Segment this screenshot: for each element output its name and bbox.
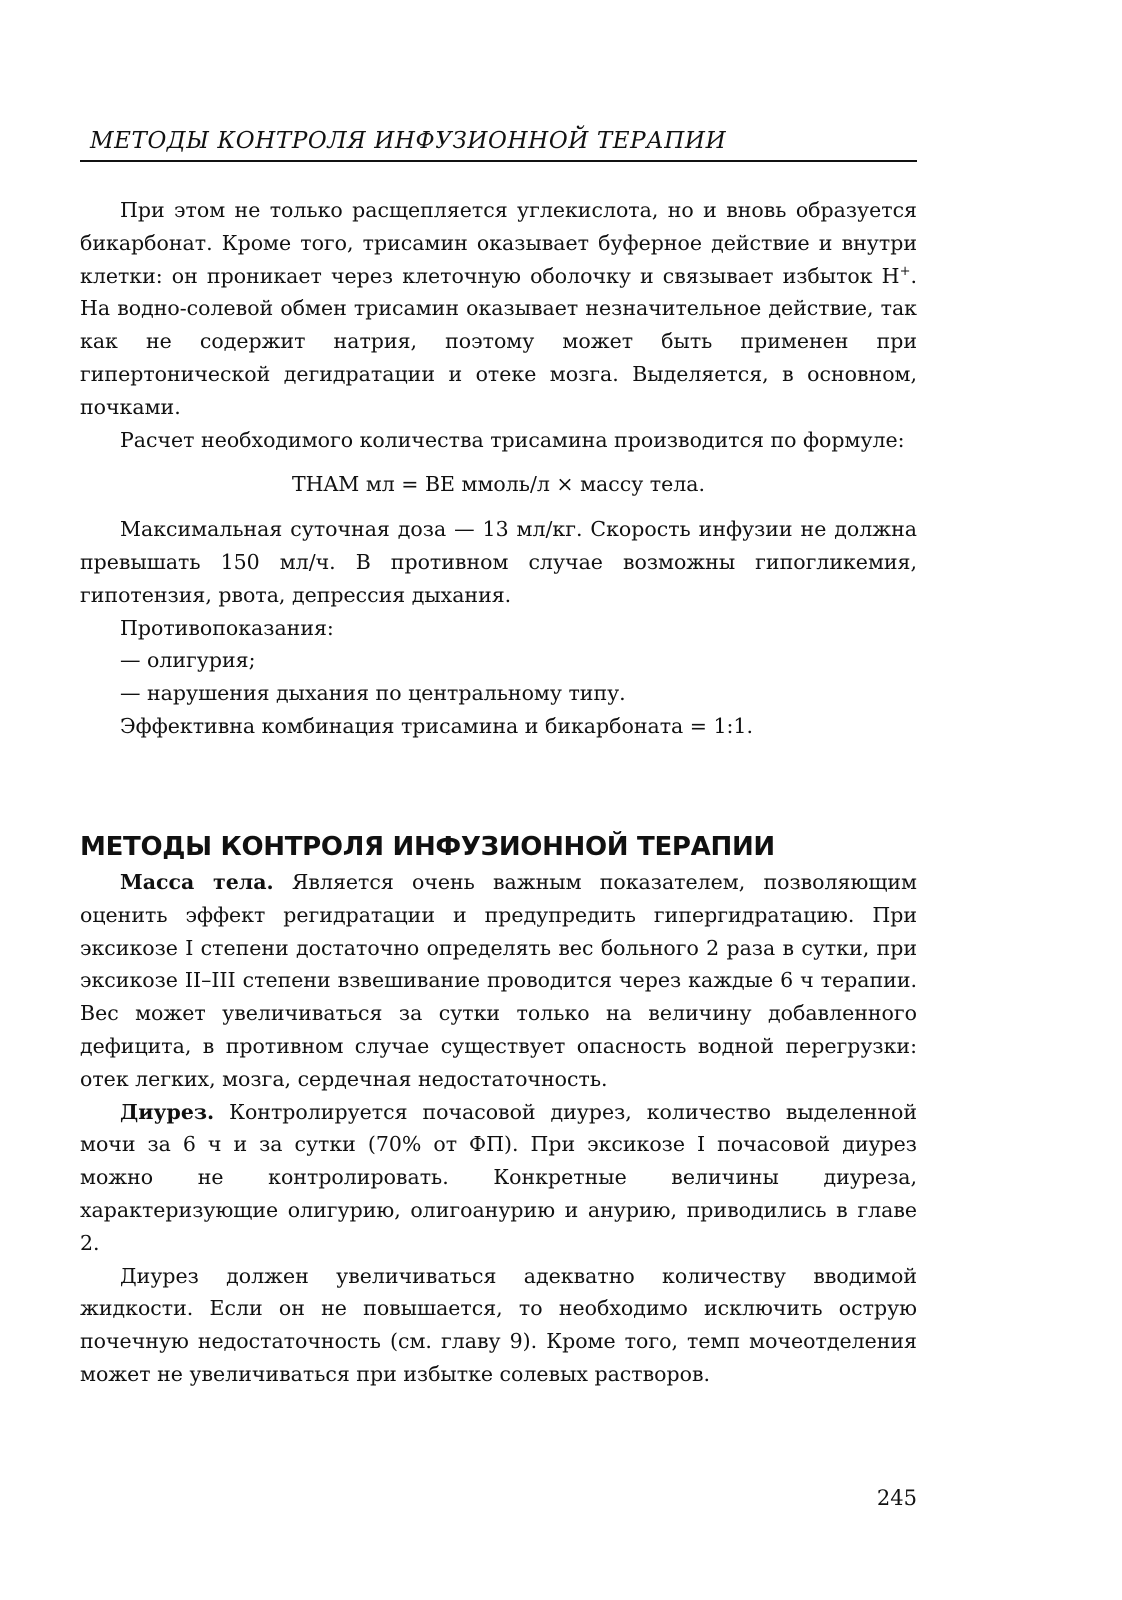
text-block-top — [80, 194, 917, 743]
paragraph — [80, 1096, 917, 1260]
paragraph: Максимальная суточная доза — 13 мл/кг. Скорость инфузии не должна превышать 150 мл/ч. В противном случае возможны гипогликемия, гипотензия, рвота, депрессия дыхания. — [80, 517, 917, 607]
list-item: — нарушения дыхания по центральному типу. — [120, 681, 626, 706]
paragraph: Расчет необходимого количества трисамина производится по формуле: — [120, 427, 905, 452]
paragraph-text: Контролируется почасовой диурез, количество выделенной мочи за 6 ч и за сутки (70% от ФП). При эксикозе I почасовой диурез можно не контролировать. Конкретные величины диуреза, характеризующие олигурию, олигоанурию и анурию, приводились в главе 2. — [80, 1099, 917, 1255]
page-number: 245 — [876, 1486, 917, 1510]
paragraph — [80, 194, 917, 424]
header-rule — [80, 160, 917, 162]
running-head: МЕТОДЫ КОНТРОЛЯ ИНФУЗИОННОЙ ТЕРАПИИ — [90, 128, 727, 154]
runin-heading: Диурез. — [120, 1099, 215, 1124]
section-title: МЕТОДЫ КОНТРОЛЯ ИНФУЗИОННОЙ ТЕРАПИИ — [80, 832, 775, 862]
list-item: — олигурия; — [120, 648, 256, 673]
runin-heading: Масса тела. — [120, 870, 274, 894]
formula: THAM мл = BE ммоль/л × массу тела. — [291, 472, 706, 497]
paragraph-text: При этом не только расщепляется углекислота, но и вновь образуется бикарбонат. Кроме того, трисамин оказывает буферное действие и внутри клетки: он проникает через клеточную оболочку и связывает избыток H — [80, 198, 917, 288]
paragraph-text: Является очень важным показателем, позволяющим оценить эффект регидратации и предупредить гипергидратацию. При эксикозе I степени достаточно определять вес больного 2 раза в сутки, при эксикозе II–III степени взвешивание проводится через каждые 6 ч терапии. Вес может увеличиваться за сутки только на величину добавленного дефицита, в противном случае существует опасность водной перегрузки: отек легких, мозга, сердечная недостаточность. — [80, 870, 917, 1091]
text-block-bottom — [80, 866, 917, 1391]
paragraph: Диурез должен увеличиваться адекватно количеству вводимой жидкости. Если он не повышается, то необходимо исключить острую почечную недостаточность (см. главу 9). Кроме того, темп мочеотделения может не увеличиваться при избытке солевых растворов. — [80, 1263, 917, 1386]
book-page — [80, 0, 917, 1600]
paragraph — [80, 866, 917, 1096]
paragraph: Эффективна комбинация трисамина и бикарбоната = 1:1. — [120, 713, 753, 738]
paragraph-text: . На водно-солевой обмен трисамин оказывает незначительное действие, так как не содержит натрия, поэтому может быть применен при гипертонической дегидратации и отеке мозга. Выделяется, в основном, почками. — [80, 263, 917, 419]
paragraph: Противопоказания: — [120, 615, 334, 640]
superscript-plus: + — [899, 263, 911, 279]
